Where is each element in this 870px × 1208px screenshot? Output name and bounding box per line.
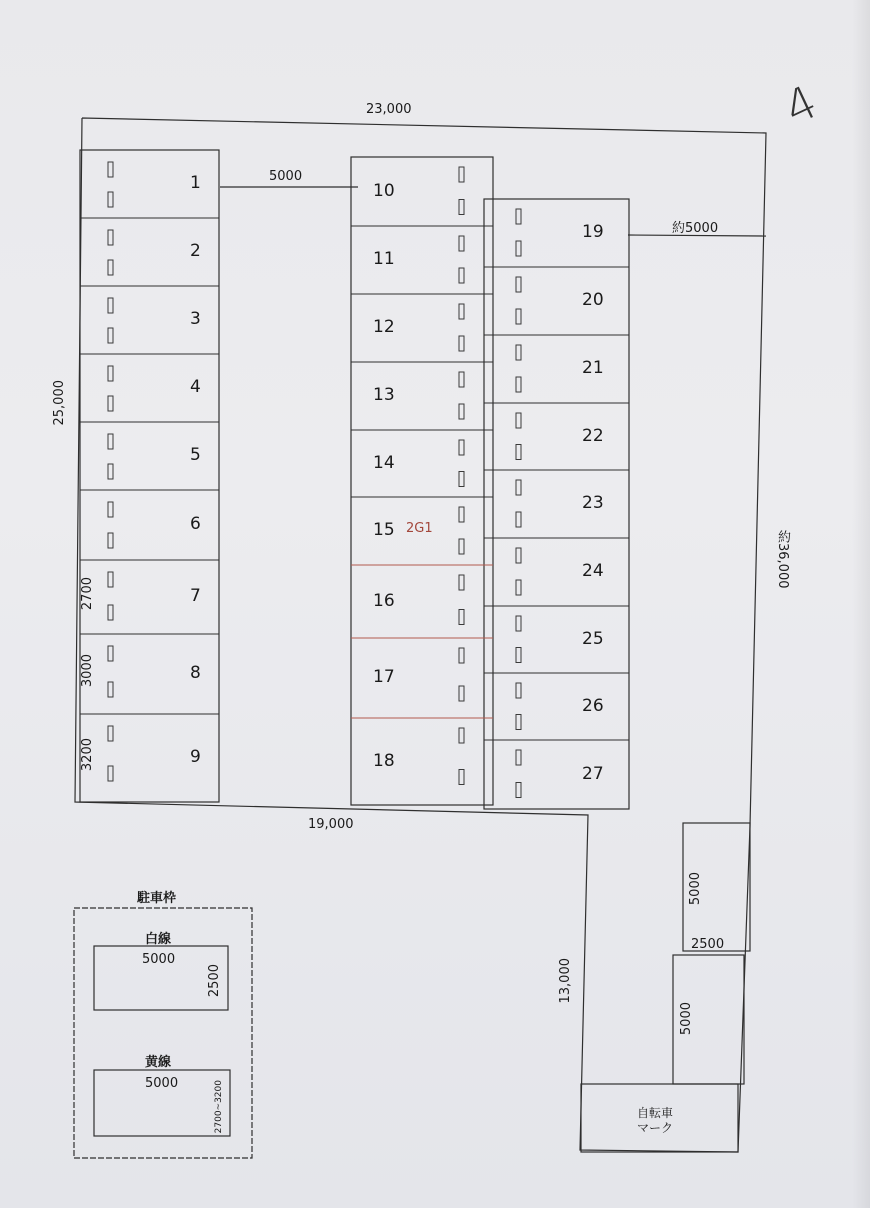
stall-number: 20 (582, 290, 604, 310)
stall-note: 2G1 (406, 521, 433, 536)
wheel-stop-icon (108, 572, 113, 587)
stall-number: 7 (190, 586, 201, 606)
wheel-stop-icon (459, 472, 464, 487)
stall-number: 19 (582, 222, 604, 242)
bike-mark-line2: マーク (637, 1121, 674, 1135)
bike-mark-line1: 自転車 (637, 1106, 674, 1120)
wheel-stop-icon (459, 440, 464, 455)
stall-number: 8 (190, 663, 201, 683)
wheel-stop-icon (108, 230, 113, 245)
top-width-dim: 23,000 (366, 102, 412, 117)
wheel-stop-icon (459, 167, 464, 182)
stall-number: 11 (373, 249, 395, 269)
wheel-stop-icon (516, 241, 521, 256)
stall-number: 6 (190, 514, 201, 534)
column3-frame (484, 199, 629, 809)
wheel-stop-icon (516, 616, 521, 631)
stall-width-dim: 2700 (80, 577, 95, 611)
wheel-stop-icon (108, 162, 113, 177)
wheel-stop-icon (108, 366, 113, 381)
stall-number: 5 (190, 445, 201, 465)
stall-number: 13 (373, 385, 395, 405)
wheel-stop-icon (459, 372, 464, 387)
wheel-stop-icon (516, 345, 521, 360)
wheel-stop-icon (459, 610, 464, 625)
wheel-stop-icon (108, 766, 113, 781)
stall-number: 3 (190, 309, 201, 329)
stall-number: 16 (373, 590, 395, 611)
aisle-dim: 5000 (269, 169, 303, 184)
wheel-stop-icon (516, 512, 521, 527)
stall-number: 21 (582, 358, 604, 378)
wheel-stop-icon (459, 507, 464, 522)
stall-number: 25 (582, 628, 604, 649)
stall-number: 10 (373, 180, 395, 201)
corner-mark: 4 (775, 74, 826, 136)
wheel-stop-icon (516, 580, 521, 595)
wheel-stop-icon (108, 682, 113, 697)
wheel-stop-icon (516, 783, 521, 798)
wheel-stop-icon (108, 605, 113, 620)
wheel-stop-icon (108, 192, 113, 207)
wheel-stop-icon (108, 396, 113, 411)
wheel-stop-icon (108, 328, 113, 343)
wheel-stop-icon (516, 209, 521, 224)
wheel-stop-icon (459, 575, 464, 590)
wheel-stop-icon (108, 464, 113, 479)
wheel-stop-icon (459, 336, 464, 351)
stall-number: 9 (190, 747, 201, 767)
right-gap-dim: 約5000 (672, 221, 719, 236)
stall-number: 4 (190, 377, 201, 397)
wheel-stop-icon (459, 539, 464, 554)
stall-number: 17 (373, 667, 395, 687)
legend-yellow-label: 黄線 (145, 1055, 172, 1070)
wheel-stop-icon (459, 404, 464, 419)
bike-width: 2500 (691, 937, 725, 952)
wheel-stop-icon (516, 648, 521, 663)
stall-width-dim: 3200 (80, 738, 95, 772)
stall-number: 22 (582, 425, 604, 446)
wheel-stop-icon (516, 309, 521, 324)
stall-number: 1 (190, 173, 201, 193)
wheel-stop-icon (108, 726, 113, 741)
bike-lower-length: 5000 (679, 1002, 694, 1036)
wheel-stop-icon (108, 646, 113, 661)
legend-white-width: 2500 (207, 964, 222, 998)
wheel-stop-icon (459, 304, 464, 319)
outer-boundary (75, 118, 766, 1152)
wheel-stop-icon (516, 480, 521, 495)
stall-width-dim: 3000 (80, 654, 95, 688)
wheel-stop-icon (459, 728, 464, 743)
wheel-stop-icon (108, 434, 113, 449)
wheel-stop-icon (516, 377, 521, 392)
legend-white-label: 白線 (145, 932, 172, 947)
wheel-stop-icon (516, 413, 521, 428)
stall-number: 14 (373, 452, 395, 473)
stall-number: 12 (373, 317, 395, 337)
legend-white-length: 5000 (142, 952, 176, 967)
left-height-dim: 25,000 (52, 380, 67, 426)
stall-number: 15 (373, 520, 395, 540)
legend-title: 駐車枠 (137, 891, 177, 906)
wheel-stop-icon (108, 298, 113, 313)
wheel-stop-icon (459, 236, 464, 251)
lower-height-dim: 13,000 (558, 958, 573, 1004)
stall-number: 27 (582, 763, 604, 784)
wheel-stop-icon (516, 445, 521, 460)
wheel-stop-icon (516, 715, 521, 730)
stall-number: 24 (582, 561, 604, 581)
wheel-stop-icon (516, 277, 521, 292)
legend-yellow-width: 2700~3200 (214, 1080, 224, 1134)
wheel-stop-icon (108, 502, 113, 517)
wheel-stop-icon (459, 200, 464, 215)
stall-number: 18 (373, 750, 395, 771)
stall-number: 2 (190, 241, 201, 261)
wheel-stop-icon (459, 770, 464, 785)
wheel-stop-icon (516, 683, 521, 698)
wheel-stop-icon (108, 260, 113, 275)
wheel-stop-icon (108, 533, 113, 548)
legend-yellow-length: 5000 (145, 1076, 179, 1091)
bike-upper-length: 5000 (688, 872, 703, 906)
wheel-stop-icon (516, 548, 521, 563)
bottom-width-dim: 19,000 (308, 817, 354, 832)
wheel-stop-icon (516, 750, 521, 765)
stall-number: 26 (582, 695, 604, 716)
right-height-dim: 約36,000 (775, 530, 790, 589)
stall-number: 23 (582, 493, 604, 513)
wheel-stop-icon (459, 268, 464, 283)
wheel-stop-icon (459, 686, 464, 701)
wheel-stop-icon (459, 648, 464, 663)
